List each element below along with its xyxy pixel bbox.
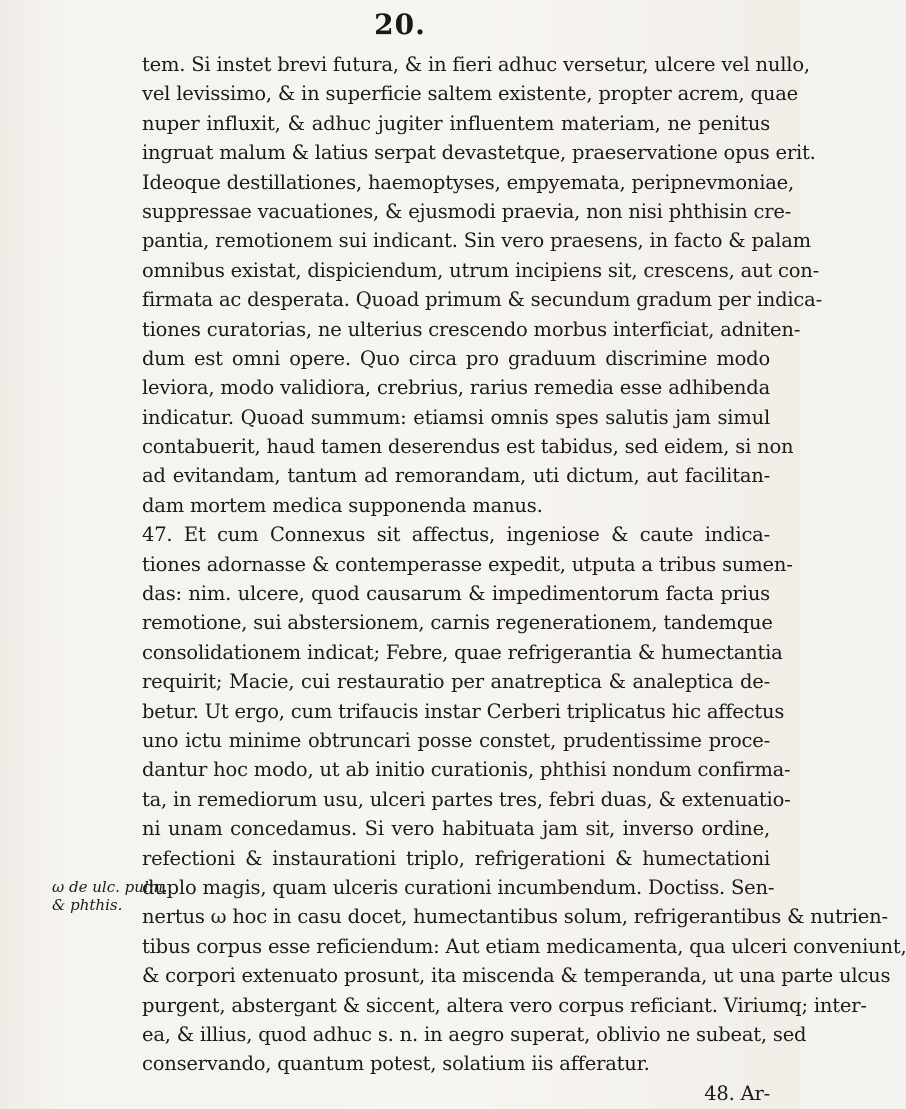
text-line: ni unam concedamus. Si vero habituata jam sit, inverso ordine,: [142, 817, 770, 841]
margin-note: [52, 878, 168, 914]
text-line: firmata ac desperata. Quoad primum & secundum gradum per indica-: [142, 288, 822, 312]
text-line: nertus ω hoc in casu docet, humectantibus solum, refrigerantibus & nutrien-: [142, 905, 888, 929]
text-line: ad evitandam, tantum ad remorandam, uti dictum, aut facilitan-: [142, 464, 770, 488]
text-line: ea, & illius, quod adhuc s. n. in aegro superat, oblivio ne subeat, sed: [142, 1022, 807, 1046]
text-line: dam mortem medica supponenda manus.: [142, 493, 543, 517]
text-line: purgent, abstergant & siccent, altera vero corpus reficiant. Viriumq; inter-: [142, 993, 867, 1017]
text-line: omnibus existat, dispiciendum, utrum incipiens sit, crescens, aut con-: [142, 258, 820, 282]
text-line: leviora, modo validiora, crebrius, rarius remedia esse adhibenda: [142, 376, 770, 400]
text-line: consolidationem indicat; Febre, quae refrigerantia & humectantia: [142, 640, 783, 664]
text-line: vel levissimo, & in superficie saltem existente, propter acrem, quae: [142, 82, 798, 106]
text-line: tiones adornasse & contemperasse expedit, utputa a tribus sumen-: [142, 552, 793, 576]
text-line: uno ictu minime obtruncari posse constet, prudentissime proce-: [142, 728, 770, 752]
text-line: tibus corpus esse reficiendum: Aut etiam medicamenta, qua ulceri conveniunt,: [142, 934, 906, 958]
text-line: conservando, quantum potest, solatium iis afferatur.: [142, 1052, 650, 1076]
text-line: das: nim. ulcere, quod causarum & impedimentorum facta prius: [142, 582, 770, 606]
text-line: indicatur. Quoad summum: etiamsi omnis spes salutis jam simul: [142, 405, 770, 429]
text-line: 47. Et cum Connexus sit affectus, ingeniose & caute indica-: [142, 523, 770, 547]
text-line: betur. Ut ergo, cum trifaucis instar Cerberi triplicatus hic affectus: [142, 699, 785, 723]
text-line: nuper influxit, & adhuc jugiter influentem materiam, ne penitus: [142, 111, 770, 135]
text-line: tiones curatorias, ne ulterius crescendo morbus interficiat, adniten-: [142, 317, 801, 341]
text-line: remotione, sui abstersionem, carnis regenerationem, tandemque: [142, 611, 773, 635]
text-line: ingruat malum & latius serpat devastetque, praeservatione opus erit.: [142, 141, 816, 165]
text-line: duplo magis, quam ulceris curationi incumbendum. Doctiss. Sen-: [142, 875, 775, 899]
text-line: dantur hoc modo, ut ab initio curationis, phthisi nondum confirma-: [142, 758, 791, 782]
catchword: 48. Ar-: [704, 1081, 770, 1105]
text-line: dum est omni opere. Quo circa pro graduum discrimine modo: [142, 346, 770, 370]
page-number: 20.: [374, 8, 426, 41]
margin-note-line: ω de ulc. pulm.: [52, 878, 168, 896]
text-line: suppressae vacuationes, & ejusmodi praevia, non nisi phthisin cre-: [142, 199, 792, 223]
text-line: pantia, remotionem sui indicant. Sin vero praesens, in facto & palam: [142, 229, 811, 253]
margin-note-line: & phthis.: [52, 896, 123, 914]
text-line: contabuerit, haud tamen deserendus est tabidus, sed eidem, si non: [142, 435, 794, 459]
text-line: & corpori extenuato prosunt, ita miscenda & temperanda, ut una parte ulcus: [142, 964, 891, 988]
text-line: tem. Si instet brevi futura, & in fieri adhuc versetur, ulcere vel nullo,: [142, 53, 810, 76]
text-line: ta, in remediorum usu, ulceri partes tres, febri duas, & extenuatio-: [142, 787, 791, 811]
text-line: requirit; Macie, cui restauratio per anatreptica & analeptica de-: [142, 670, 770, 694]
text-line: Ideoque destillationes, haemoptyses, empyemata, peripnevmoniae,: [142, 170, 795, 194]
text-line: refectioni & instaurationi triplo, refrigerationi & humectationi: [142, 846, 770, 870]
body-text: [142, 50, 906, 1108]
